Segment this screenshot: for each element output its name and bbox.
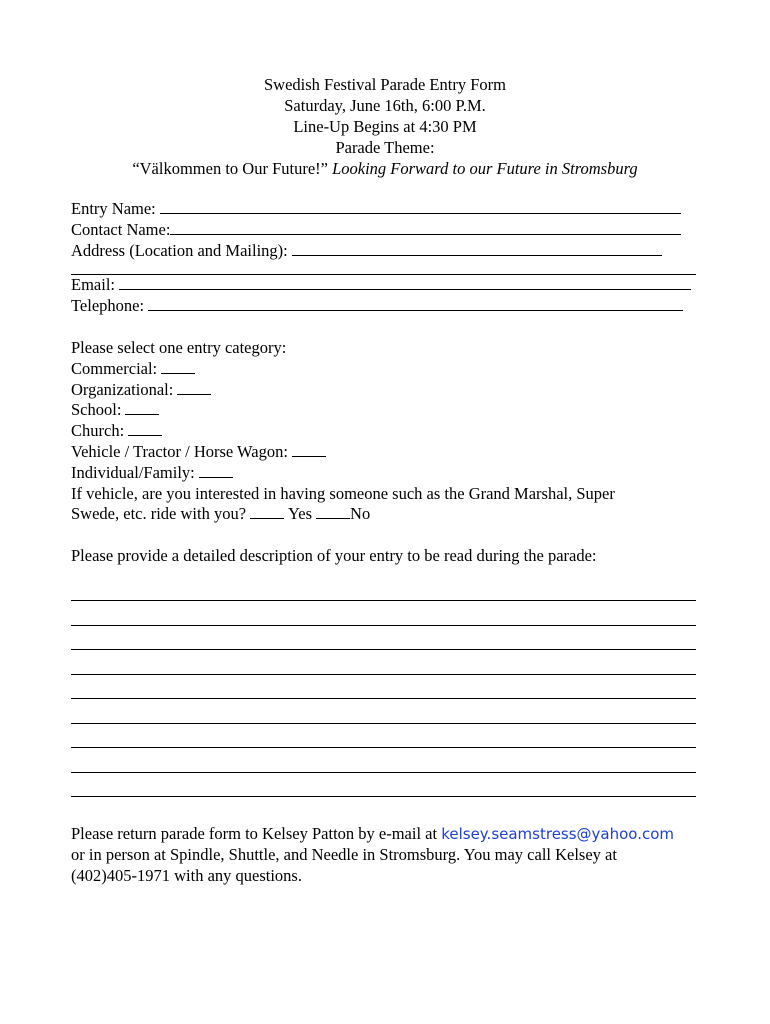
vehicle-yes-label: Yes	[288, 504, 313, 524]
vehicle-no-blank[interactable]	[316, 505, 350, 519]
category-option	[71, 421, 711, 442]
description-line[interactable]	[71, 601, 696, 626]
vehicle-yes-blank[interactable]	[250, 505, 284, 519]
entry-name-field[interactable]	[160, 200, 681, 214]
form-body	[71, 199, 711, 887]
address-continuation-row	[71, 261, 711, 275]
telephone-label: Telephone:	[71, 296, 145, 316]
description-line[interactable]	[71, 675, 696, 700]
category-option-label: Organizational:	[71, 379, 174, 399]
theme-subtitle: Looking Forward to our Future in Stromsburg	[332, 159, 638, 178]
email-label: Email:	[71, 275, 115, 295]
description-line[interactable]	[71, 748, 696, 773]
email-field[interactable]	[119, 276, 691, 290]
form-title: Swedish Festival Parade Entry Form	[264, 75, 506, 94]
return-instructions	[71, 824, 711, 886]
return-line1	[71, 824, 711, 845]
category-checkbox-blank[interactable]	[177, 381, 211, 395]
address-field[interactable]	[292, 242, 662, 256]
category-checkbox-blank[interactable]	[125, 401, 159, 415]
event-date: Saturday, June 16th, 6:00 P.M.	[284, 96, 486, 115]
vehicle-question-line2	[71, 504, 711, 525]
vehicle-question-text: Swede, etc. ride with you?	[71, 504, 247, 524]
address-row	[71, 241, 711, 262]
category-option	[71, 400, 711, 421]
theme-label: Parade Theme:	[335, 138, 435, 157]
category-option-label: School:	[71, 400, 122, 420]
category-option	[71, 359, 711, 380]
category-option-label: Commercial:	[71, 358, 158, 378]
contact-name-field[interactable]	[170, 221, 681, 235]
address-field-continuation[interactable]	[71, 261, 696, 275]
vehicle-no-label: No	[350, 504, 371, 524]
category-option	[71, 463, 711, 484]
entry-name-row	[71, 199, 711, 220]
contact-name-label: Contact Name:	[71, 219, 171, 239]
theme-quote: “Välkommen to Our Future!”	[132, 159, 328, 178]
description-line[interactable]	[71, 699, 696, 724]
contact-email-link[interactable]: kelsey.seamstress@yahoo.com	[441, 825, 675, 844]
category-option	[71, 380, 711, 401]
description-line[interactable]	[71, 773, 696, 798]
form-header	[0, 74, 770, 179]
category-checkbox-blank[interactable]	[161, 360, 195, 374]
category-option-label: Individual/Family:	[71, 462, 195, 482]
return-line3: (402)405-1971 with any questions.	[71, 866, 302, 886]
description-line[interactable]	[71, 724, 696, 749]
description-line[interactable]	[71, 577, 696, 602]
description-line[interactable]	[71, 626, 696, 651]
category-option	[71, 442, 711, 463]
category-prompt: Please select one entry category:	[71, 337, 287, 357]
theme-line	[0, 158, 770, 179]
description-field[interactable]	[71, 577, 711, 798]
address-label: Address (Location and Mailing):	[71, 240, 288, 260]
vehicle-question-line1: If vehicle, are you interested in having someone such as the Grand Marshal, Super	[71, 483, 615, 503]
email-row	[71, 275, 711, 296]
contact-name-row	[71, 220, 711, 241]
telephone-field[interactable]	[148, 297, 683, 311]
category-checkbox-blank[interactable]	[292, 443, 326, 457]
return-text: Please return parade form to Kelsey Patton by e-mail at	[71, 824, 438, 844]
lineup-time: Line-Up Begins at 4:30 PM	[293, 117, 477, 136]
category-option-label: Church:	[71, 421, 125, 441]
description-prompt: Please provide a detailed description of your entry to be read during the parade:	[71, 546, 597, 566]
telephone-row	[71, 296, 711, 317]
entry-name-label: Entry Name:	[71, 199, 156, 218]
return-line2: or in person at Spindle, Shuttle, and Needle in Stromsburg. You may call Kelsey at	[71, 845, 617, 865]
category-checkbox-blank[interactable]	[128, 422, 162, 436]
description-line[interactable]	[71, 650, 696, 675]
category-option-label: Vehicle / Tractor / Horse Wagon:	[71, 441, 288, 461]
category-checkbox-blank[interactable]	[199, 464, 233, 478]
